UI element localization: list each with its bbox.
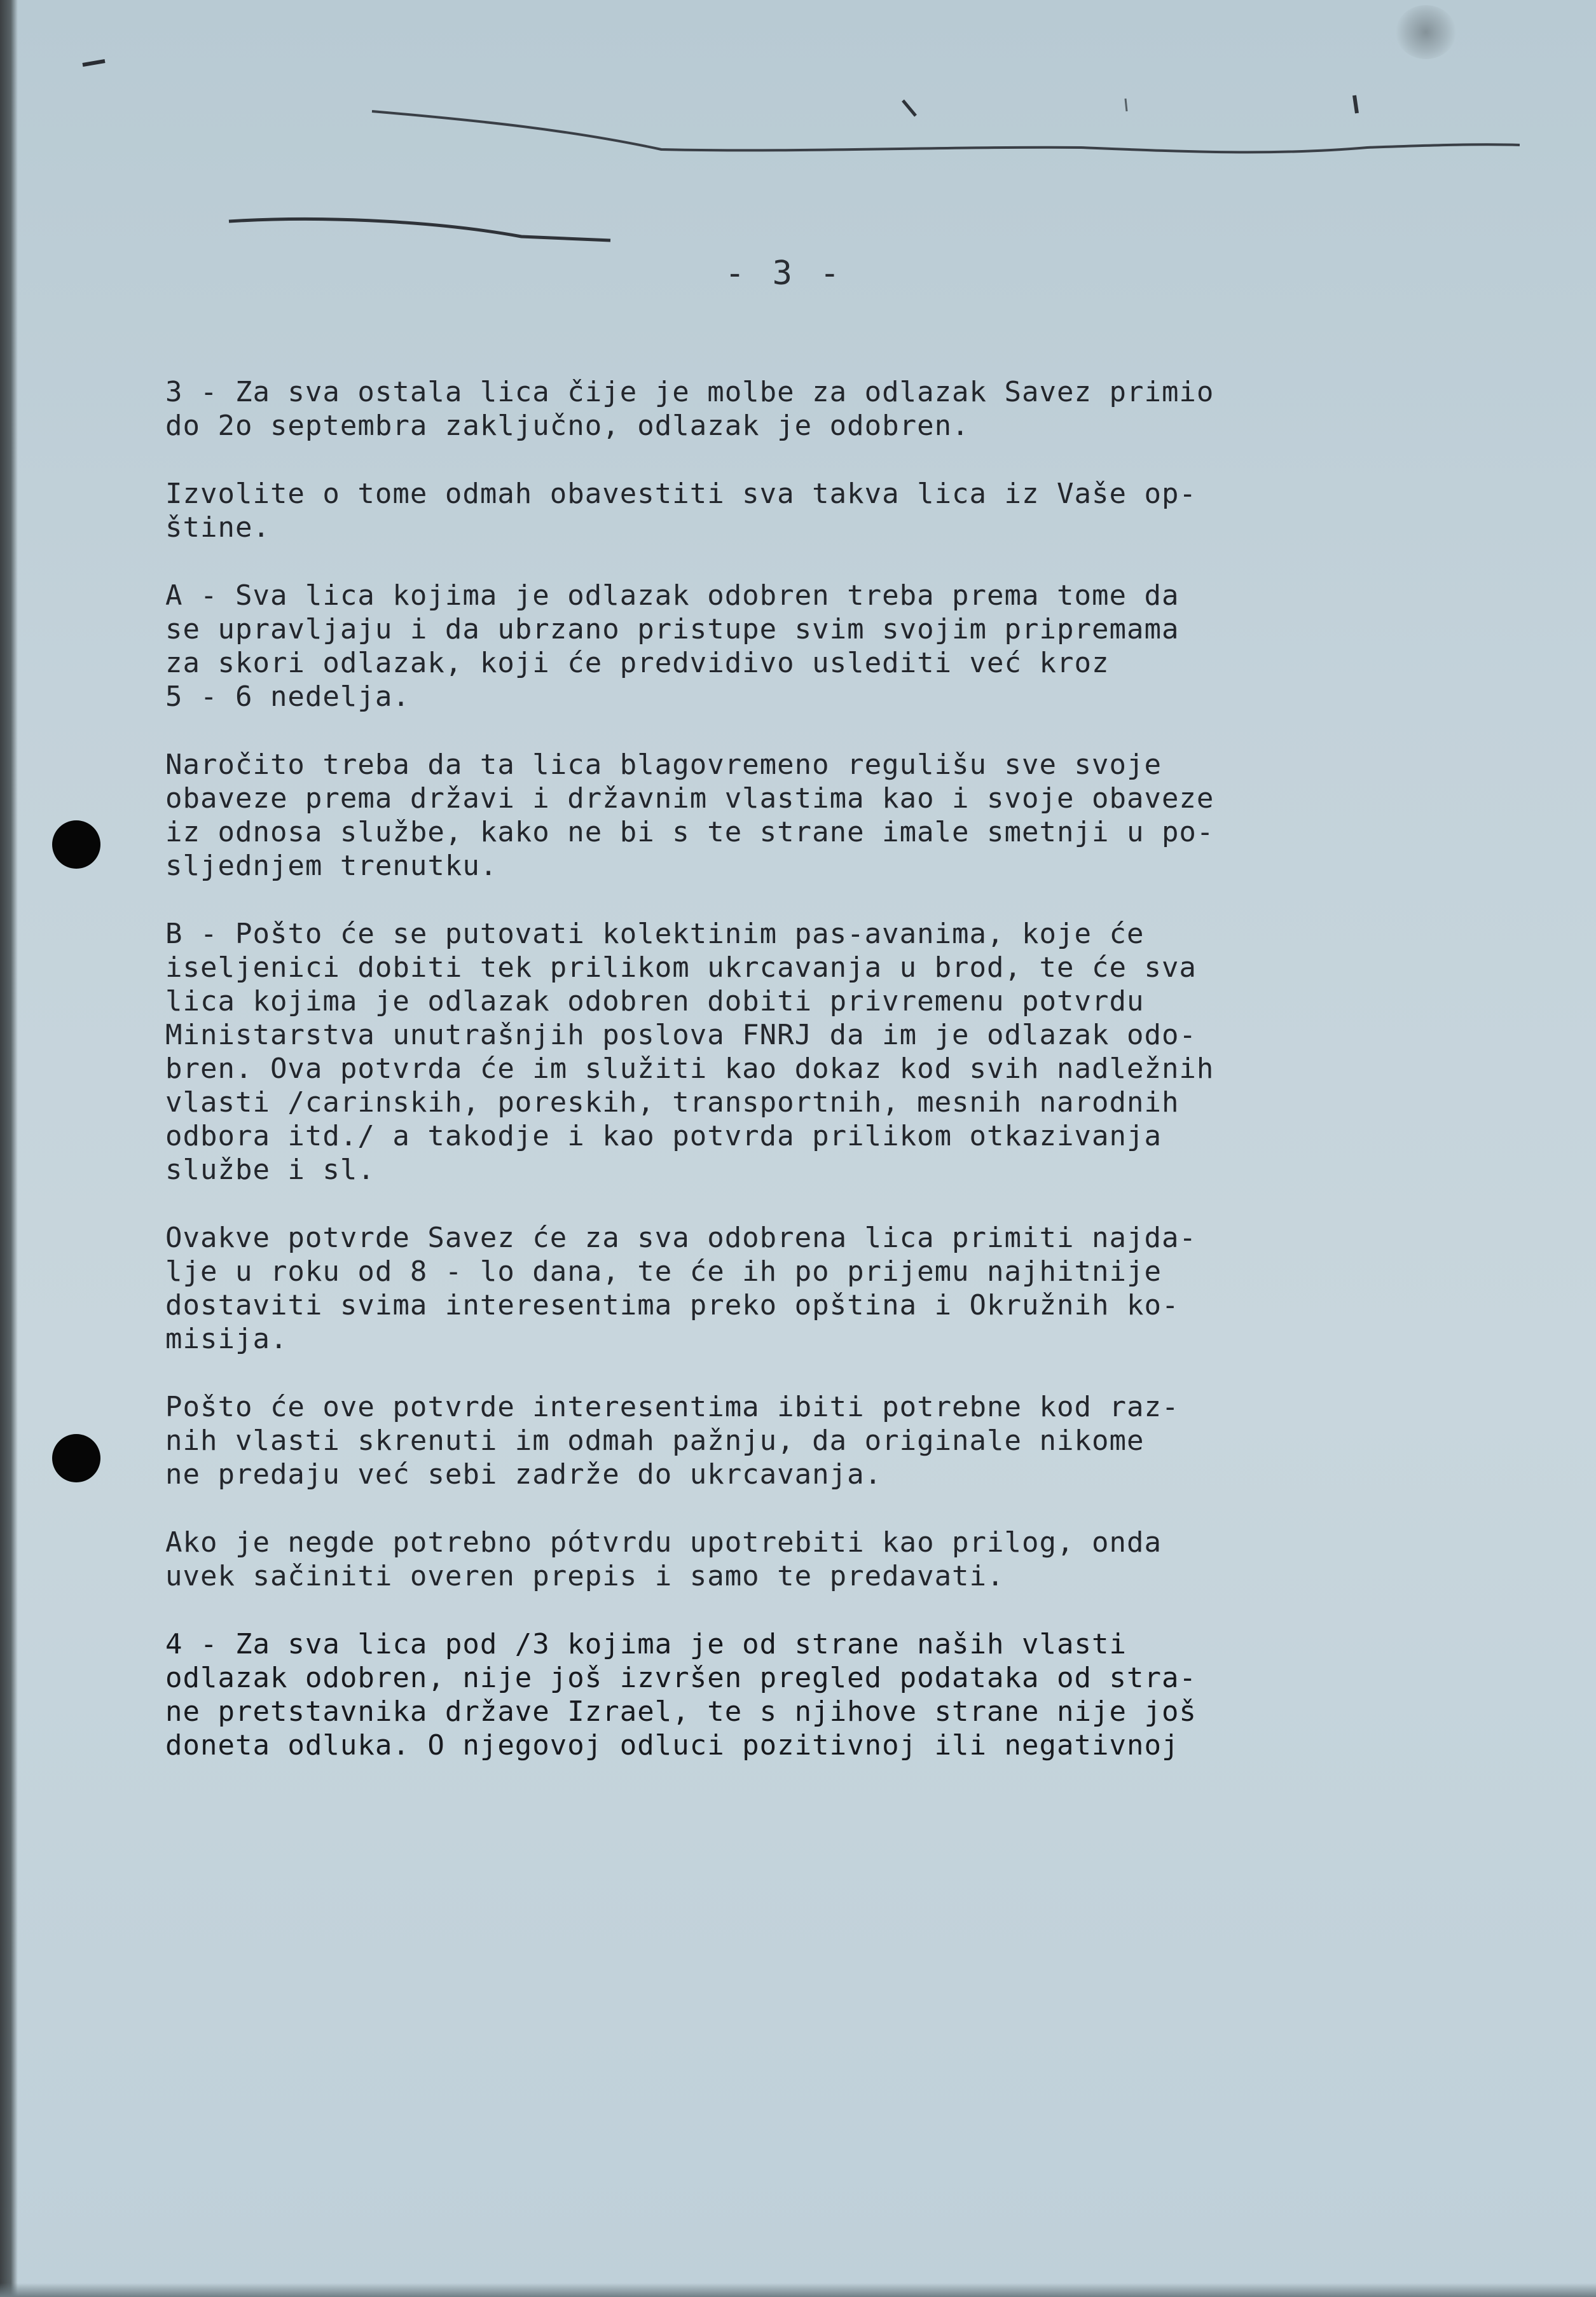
text-line: Izvolite o tome odmah obavestiti sva takva lica iz Vaše op-	[165, 478, 1197, 510]
text-line: Ovakve potvrde Savez će za sva odobrena lica primiti najda-	[165, 1222, 1197, 1254]
paragraph-originals	[165, 1390, 1412, 1491]
text-line: odlazak odobren, nije još izvršen pregled podataka od stra-	[165, 1662, 1197, 1694]
paragraph-especially	[165, 748, 1412, 883]
letter-body	[165, 375, 1412, 1797]
paragraph-notify	[165, 477, 1412, 544]
paragraph-item-3	[165, 375, 1412, 443]
text-line: lje u roku od 8 - lo dana, te će ih po prijemu najhitnije	[165, 1255, 1162, 1288]
paragraph-copies	[165, 1526, 1412, 1593]
scan-left-edge	[0, 0, 18, 2297]
text-line: bren. Ova potvrda će im služiti kao dokaz kod svih nadležnih	[165, 1052, 1214, 1085]
text-line: dostaviti svima interesentima preko opština i Okružnih ko-	[165, 1289, 1180, 1321]
text-line: do 2o septembra zaključno, odlazak je odobren.	[165, 410, 970, 442]
paragraph-item-4	[165, 1627, 1412, 1762]
header-scratch-marks	[0, 0, 1596, 267]
text-line: lica kojima je odlazak odobren dobiti privremenu potvrdu	[165, 985, 1145, 1017]
text-line: Ministarstva unutrašnjih poslova FNRJ da im je odlazak odo-	[165, 1019, 1197, 1051]
paragraph-item-b	[165, 917, 1412, 1187]
text-line: štine.	[165, 511, 270, 544]
text-line: Ako je negde potrebno pótvrdu upotrebiti kao prilog, onda	[165, 1526, 1162, 1559]
text-line: 4 - Za sva lica pod /3 kojima je od strane naših vlasti	[165, 1628, 1127, 1660]
page-number: - 3 -	[725, 254, 844, 293]
scan-bottom-edge	[0, 2283, 1596, 2297]
text-line: ne pretstavnika države Izrael, te s njihove strane nije još	[165, 1695, 1197, 1728]
punch-hole-upper	[52, 820, 100, 869]
text-line: B - Pošto će se putovati kolektinim pas-avanima, koje će	[165, 918, 1145, 950]
text-line: 3 - Za sva ostala lica čije je molbe za odlazak Savez primio	[165, 376, 1214, 408]
text-line: obaveze prema državi i državnim vlastima kao i svoje obaveze	[165, 782, 1214, 815]
text-line: Naročito treba da ta lica blagovremeno regulišu sve svoje	[165, 748, 1162, 781]
text-line: se upravljaju i da ubrzano pristupe svim svojim pripremama	[165, 613, 1180, 645]
text-line: nih vlasti skrenuti im odmah pažnju, da originale nikome	[165, 1424, 1145, 1457]
paragraph-item-a	[165, 579, 1412, 714]
text-line: za skori odlazak, koji će predvidivo uslediti već kroz	[165, 647, 1110, 679]
punch-hole-lower	[52, 1434, 100, 1482]
paragraph-confirmations	[165, 1221, 1412, 1356]
text-line: iseljenici dobiti tek prilikom ukrcavanja u brod, te će sva	[165, 951, 1197, 984]
text-line: odbora itd./ a takodje i kao potvrda prilikom otkazivanja	[165, 1120, 1162, 1152]
text-line: iz odnosa službe, kako ne bi s te strane imale smetnji u po-	[165, 816, 1214, 848]
text-line: A - Sva lica kojima je odlazak odobren treba prema tome da	[165, 579, 1180, 612]
text-line: službe i sl.	[165, 1154, 375, 1186]
text-line: misija.	[165, 1323, 288, 1355]
text-line: sljednjem trenutku.	[165, 850, 498, 882]
text-line: 5 - 6 nedelja.	[165, 680, 410, 713]
text-line: doneta odluka. O njegovoj odluci pozitivnoj ili negativnoj	[165, 1729, 1180, 1762]
text-line: Pošto će ove potvrde interesentima ibiti potrebne kod raz-	[165, 1391, 1180, 1423]
text-line: vlasti /carinskih, poreskih, transportnih, mesnih narodnih	[165, 1086, 1180, 1119]
text-line: ne predaju već sebi zadrže do ukrcavanja.	[165, 1458, 883, 1491]
text-line: uvek sačiniti overen prepis i samo te predavati.	[165, 1560, 1005, 1592]
